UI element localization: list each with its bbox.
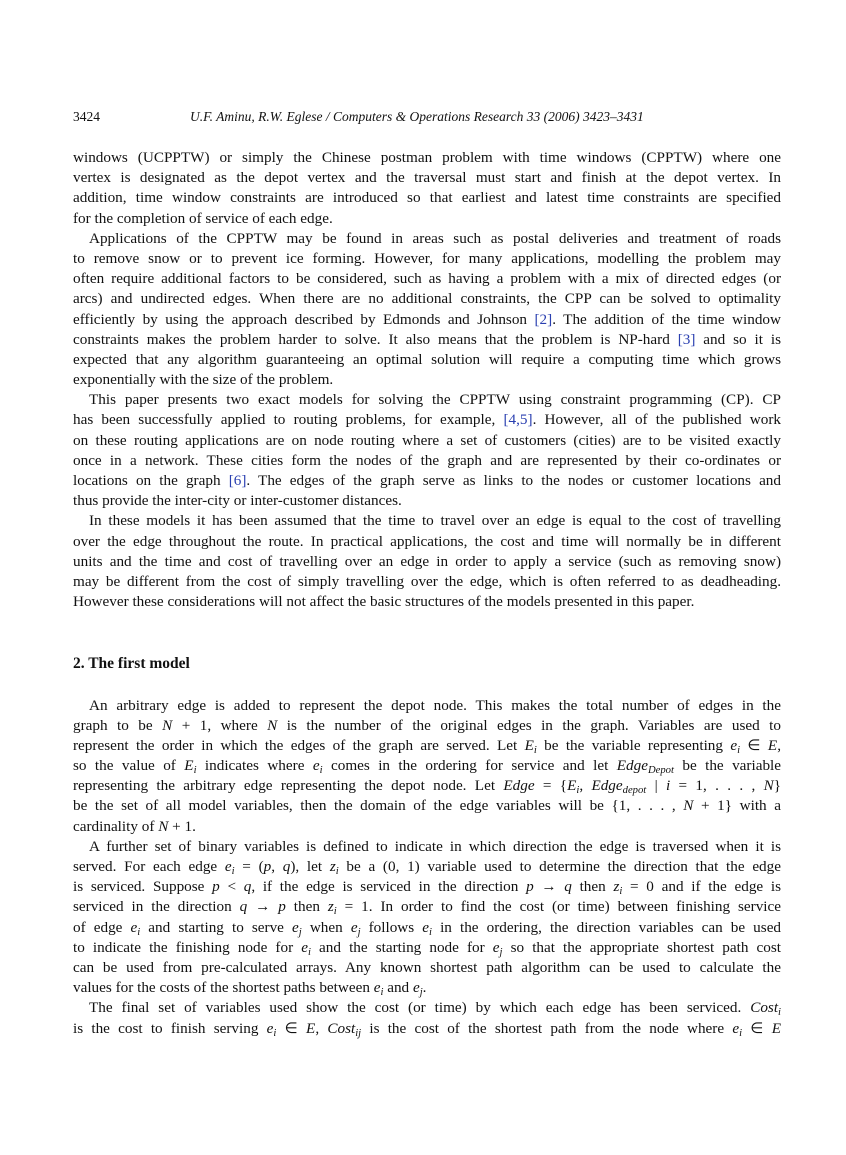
text-line: values for the costs of the shortest paths between $e_i$ and $e_j$. [73, 979, 427, 999]
text-line: thus provide the inter-city or inter-customer distances. [73, 492, 402, 510]
text-line: be the set of all model variables, then the domain of the edge variables will be {1, . . . , N + 1} with a [73, 797, 781, 815]
text-line: windows (UCPPTW) or simply the Chinese postman problem with time windows (CPPTW) where one [73, 149, 781, 166]
paragraph [73, 511, 781, 612]
text-line: so the value of $E_i$ indicates where $e_i$ comes in the ordering for service and let Edge$_{Depot}$ be the variable [73, 757, 781, 777]
text-line: exponentially with the size of the problem. [73, 371, 334, 389]
text-line: graph to be N + 1, where N is the number of the original edges in the graph. Variables are used to [73, 716, 781, 734]
running-header: U.F. Aminu, R.W. Eglese / Computers & Operations Research 33 (2006) 3423–3431 [190, 109, 644, 124]
text-line: to remove snow or to prevent ice forming. However, for many applications, modelling the problem may [73, 249, 781, 267]
text-line: Applications of the CPPTW may be found in areas such as postal deliveries and treatment of roads [89, 229, 781, 247]
paragraph [73, 229, 781, 391]
body-text [73, 148, 781, 1039]
text-line: constraints makes the problem harder to solve. It also means that the problem is NP-hard [3] and so it is [73, 330, 781, 348]
text-line: efficiently by using the approach described by Edmonds and Johnson [2]. The addition of the time window [73, 310, 781, 328]
text-line: may be different from the cost of simply travelling over the edge, which is often referred to as deadheading. [73, 572, 781, 590]
text-line: often require additional factors to be considered, such as having a problem with a mix of directed edges (or [73, 270, 781, 288]
text-line: arcs) and undirected edges. When there are no additional constraints, the CPP can be solved to optimality [73, 290, 781, 308]
text-line: once in a network. These cities form the nodes of the graph and are represented by their co-ordinates or [73, 451, 781, 469]
paragraph [73, 998, 781, 1038]
text-line: locations on the graph [6]. The edges of the graph serve as links to the nodes or customer locations and [73, 472, 781, 489]
citation-link[interactable]: [6] [228, 472, 247, 489]
text-line: for the completion of service of each edge. [73, 209, 333, 227]
text-line: over the edge throughout the route. In practical applications, the cost and time will normally be in different [73, 532, 781, 550]
text-line: addition, time window constraints are introduced so that earliest and latest time constraints are specified [73, 189, 781, 207]
citation-link[interactable]: [3] [677, 330, 696, 348]
text-line: An arbitrary edge is added to represent the depot node. This makes the total number of edges in the [89, 696, 781, 714]
text-line: This paper presents two exact models for solving the CPPTW using constraint programming (CP). CP [89, 391, 781, 409]
text-line: can be used from pre-calculated arrays. Any known shortest path algorithm can be used to calculate the [73, 958, 781, 976]
paragraph [73, 696, 781, 837]
text-line: The final set of variables used show the cost (or time) by which each edge has been serviced. Cost$_i$ [89, 999, 781, 1019]
text-line: However these considerations will not affect the basic structures of the models presented in this paper. [73, 593, 695, 611]
text-line: has been successfully applied to routing problems, for example, [4,5]. However, all of the published work [73, 411, 781, 429]
citation-link[interactable]: [4,5] [503, 411, 533, 429]
paragraph [73, 837, 781, 999]
text-line: cardinality of N + 1. [73, 817, 196, 835]
text-line: served. For each edge $e_i = (p$, q), let $z_i$ be a (0, 1) variable used to determine the direction that the edge [73, 858, 781, 877]
text-line: serviced in the direction q → p then $z_i = 1$. In order to find the cost (or time) between finishing service [73, 898, 781, 918]
text-line: vertex is designated as the depot vertex and the traversal must start and finish at the depot vertex. In [73, 169, 781, 187]
text-line: is the cost to finish serving $e_i$ ∈ E, Cost$_{ij}$ is the cost of the shortest path from the node where $e_i$ ∈ E [73, 1019, 781, 1039]
text-line: A further set of binary variables is defined to indicate in which direction the edge is traversed when it is [89, 837, 781, 855]
paragraph [73, 390, 781, 511]
text-line: represent the order in which the edges of the graph are served. Let $E_i$ be the variable representing $e_i$ ∈ E, [73, 736, 781, 756]
citation-link[interactable]: [2] [534, 310, 553, 328]
text-line: of edge $e_i$ and starting to serve $e_j$ when $e_j$ follows $e_i$ in the ordering, the direction variables can be used [73, 918, 781, 938]
text-line: is serviced. Suppose p < q, if the edge is serviced in the direction p → q then $z_i = 0$ and if the edge is [73, 878, 781, 898]
text-line: In these models it has been assumed that the time to travel over an edge is equal to the cost of travelling [89, 512, 781, 530]
section-heading: 2. The first model [73, 655, 190, 673]
text-line: on these routing applications are on node routing where a set of customers (cities) are to be visited exactly [73, 431, 781, 449]
text-line: expected that any algorithm guaranteeing an optimal solution will require a computing time which grows [73, 350, 781, 368]
paragraph [73, 148, 781, 229]
text-line: representing the arbitrary edge representing the depot node. Let Edge = {$E_i$, Edge$_{depot}$ | i = 1, . . . , N} [73, 777, 781, 797]
page-number: 3424 [73, 109, 100, 124]
text-line: units and the time and cost of travelling over an edge in order to apply a service (such as removing snow) [73, 552, 781, 570]
text-line: to indicate the finishing node for $e_i$ and the starting node for $e_j$ so that the appropriate shortest path cost [73, 938, 781, 958]
